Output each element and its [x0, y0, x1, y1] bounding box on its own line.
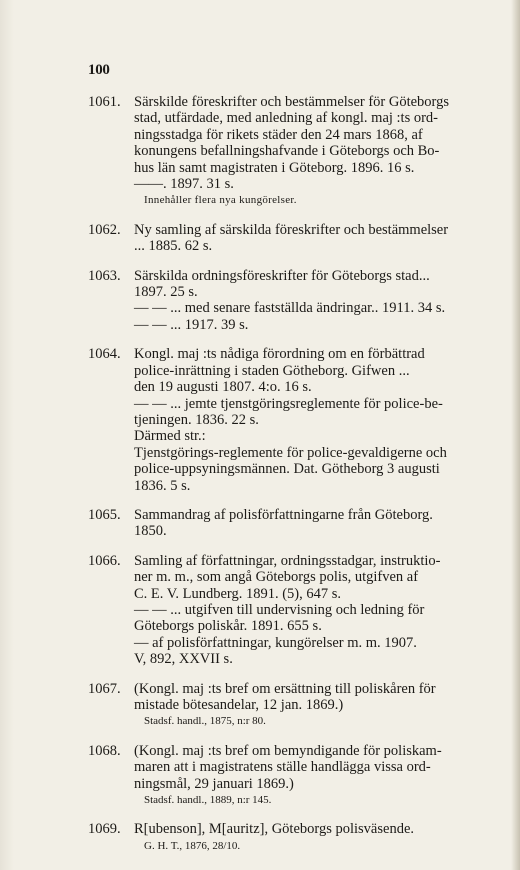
entry-line: police-uppsyningsmännen. Dat. Götheborg 3 augusti — [134, 461, 440, 478]
entry-line: Tjenstgörings-reglemente för police-gevaldigerne och — [134, 444, 447, 461]
entry-line: — — ... jemte tjenstgöringsreglemente för police-be- — [134, 395, 443, 412]
entry-line: Samling af författningar, ordningsstadgar, instruktio- — [134, 552, 441, 569]
bibliography-entries — [88, 94, 486, 854]
entry-line: Särskilda ordningsföreskrifter för Göteborgs stad... — [134, 267, 430, 284]
entry-line: Särskilde föreskrifter och bestämmelser för Göteborgs — [134, 94, 450, 110]
page-left-shade — [0, 0, 14, 870]
entry-text — [134, 94, 486, 209]
entry-1063 — [88, 268, 486, 334]
entry-line: — — ... med senare fastställda ändringar.. 1911. 34 s. — [134, 300, 446, 317]
entry-text — [134, 268, 486, 334]
entry-text — [134, 222, 486, 255]
entry-text — [134, 346, 486, 494]
entry-1064 — [88, 346, 486, 494]
entry-1069 — [88, 821, 486, 854]
entry-line: tjeningen. 1836. 22 s. — [134, 411, 259, 428]
entry-line: V, 892, XXVII s. — [134, 651, 233, 668]
entry-note: Stadsf. handl., 1889, n:r 145. — [144, 794, 272, 807]
entry-line: C. E. V. Lundberg. 1891. (5), 647 s. — [134, 585, 342, 602]
entry-line: den 19 augusti 1807. 4:o. 16 s. — [134, 379, 312, 396]
entry-line: ningsstadga för rikets städer den 24 mars 1868, af — [134, 126, 423, 143]
entry-note: Innehåller flera nya kungörelser. — [144, 194, 297, 207]
entry-1067 — [88, 681, 486, 730]
entry-text — [134, 821, 486, 854]
page-right-edge — [511, 0, 520, 870]
entry-line: maren att i magistratens ställe handlägga vissa ord- — [134, 759, 431, 776]
entry-number: 1068. — [88, 742, 121, 759]
entry-text — [134, 507, 486, 540]
entry-line: — af polisförfattningar, kungörelser m. m. 1907. — [134, 634, 417, 651]
entry-text — [134, 681, 486, 730]
entry-line: 1850. — [134, 523, 167, 540]
entry-line: Sammandrag af polisförfattningarne från Göteborg. — [134, 506, 433, 523]
entry-line: Ny samling af särskilda föreskrifter och bestämmelser — [134, 221, 449, 238]
entry-number: 1064. — [88, 346, 121, 363]
entry-number: 1067. — [88, 680, 121, 697]
entry-1066 — [88, 553, 486, 668]
entry-text — [134, 553, 486, 668]
entry-note: Stadsf. handl., 1875, n:r 80. — [144, 715, 266, 728]
entry-line: Därmed str.: — [134, 428, 206, 445]
entry-number: 1063. — [88, 267, 121, 284]
entry-1061 — [88, 94, 486, 209]
entry-line: hus län samt magistraten i Göteborg. 1896. 16 s. — [134, 159, 415, 176]
entry-line: R[ubenson], M[auritz], Göteborgs polisväsende. — [134, 821, 415, 838]
entry-line: ——. 1897. 31 s. — [134, 176, 234, 193]
entry-number: 1061. — [88, 94, 121, 110]
entry-line: konungens befallningshafvande i Göteborgs och Bo- — [134, 143, 440, 160]
page-number: 100 — [88, 62, 110, 78]
entry-line: Kongl. maj :ts nådiga förordning om en förbättrad — [134, 346, 425, 363]
entry-line: ningsmål, 29 januari 1869.) — [134, 775, 294, 792]
entry-number: 1069. — [88, 821, 121, 838]
entry-number: 1065. — [88, 506, 121, 523]
entry-1065 — [88, 507, 486, 540]
entry-line: (Kongl. maj :ts bref om bemyndigande för poliskam- — [134, 742, 442, 759]
entry-line: — — ... 1917. 39 s. — [134, 316, 249, 333]
entry-1062 — [88, 222, 486, 255]
entry-1068 — [88, 743, 486, 809]
entry-line: stad, utfärdade, med anledning af kongl. maj :ts ord- — [134, 110, 439, 127]
entry-line: Göteborgs poliskår. 1891. 655 s. — [134, 618, 322, 635]
entry-line: (Kongl. maj :ts bref om ersättning till poliskåren för — [134, 680, 436, 697]
entry-line: 1897. 25 s. — [134, 284, 198, 301]
entry-line: mistade bötesandelar, 12 jan. 1869.) — [134, 697, 344, 713]
entry-line: police-inrättning i staden Götheborg. Gifwen ... — [134, 362, 410, 379]
entry-line: 1836. 5 s. — [134, 477, 191, 494]
entry-line: ner m. m., som angå Göteborgs polis, utgifven af — [134, 569, 419, 586]
entry-note: G. H. T., 1876, 28/10. — [144, 839, 241, 852]
entry-number: 1062. — [88, 221, 121, 238]
entry-number: 1066. — [88, 552, 121, 569]
entry-line: — — ... utgifven till undervisning och ledning för — [134, 601, 425, 618]
entry-text — [134, 743, 486, 809]
entry-line: ... 1885. 62 s. — [134, 238, 213, 255]
